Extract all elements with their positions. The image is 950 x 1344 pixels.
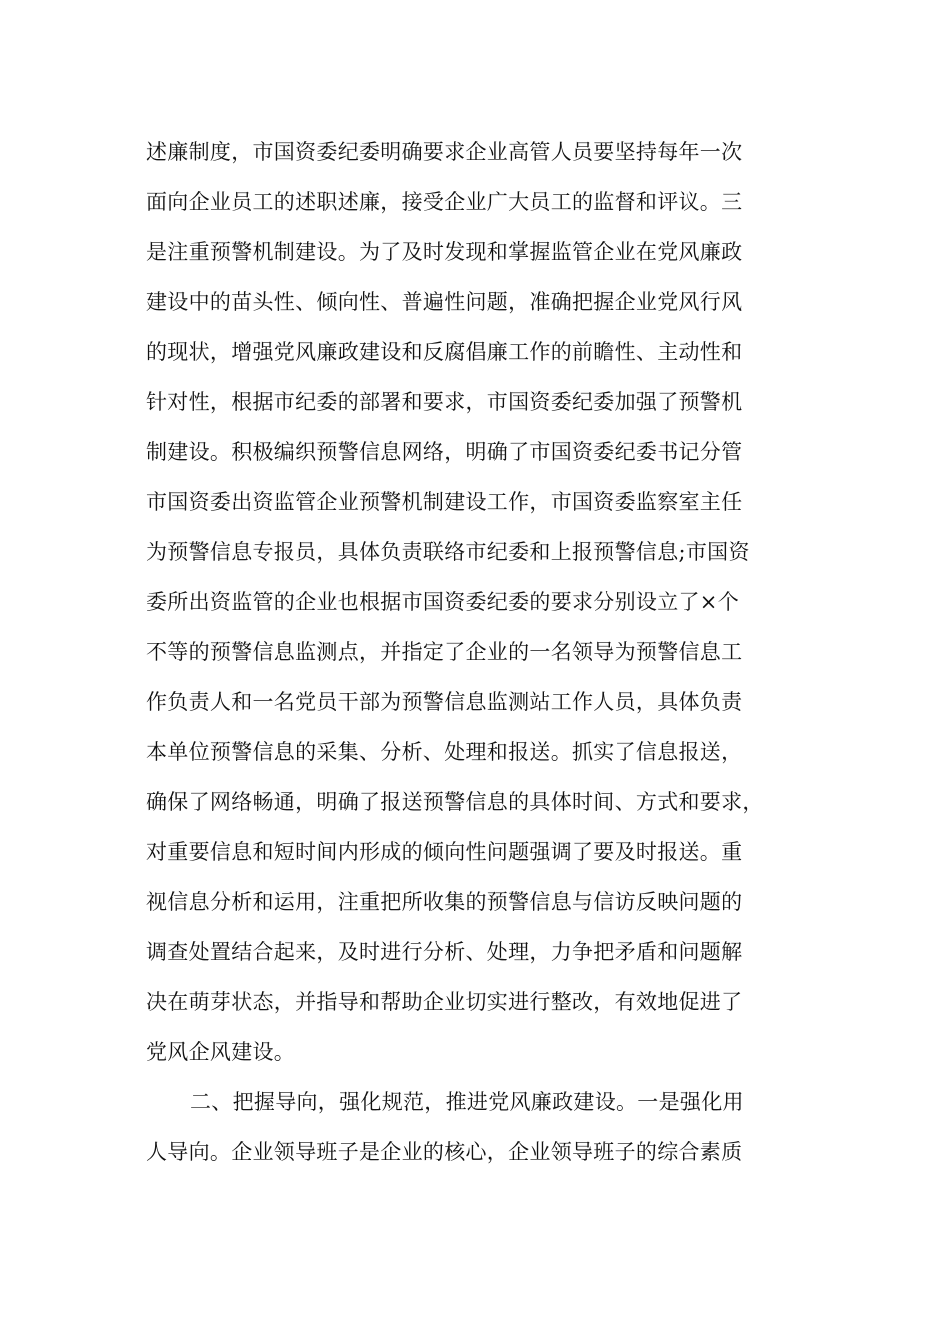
text-line: 本单位预警信息的采集、分析、处理和报送。抓实了信息报送， <box>146 740 743 764</box>
text-line: 调查处置结合起来，及时进行分析、处理，力争把矛盾和问题解 <box>146 940 743 964</box>
text-line: 确保了网络畅通，明确了报送预警信息的具体时间、方式和要求， <box>146 790 764 814</box>
text-line: 为预警信息专报员，具体负责联络市纪委和上报预警信息;市国资 <box>146 540 750 564</box>
paragraph-first-line: 二、把握导向，强化规范，推进党风廉政建设。一是强化用 <box>190 1090 744 1114</box>
text-line: 述廉制度，市国资委纪委明确要求企业高管人员要坚持每年一次 <box>146 140 743 164</box>
text-line: 党风企风建设。 <box>146 1040 296 1064</box>
text-line: 是注重预警机制建设。为了及时发现和掌握监管企业在党风廉政 <box>146 240 743 264</box>
text-line: 针对性，根据市纪委的部署和要求，市国资委纪委加强了预警机 <box>146 390 743 414</box>
text-line: 委所出资监管的企业也根据市国资委纪委的要求分别设立了×个 <box>146 590 739 614</box>
text-line: 的现状，增强党风廉政建设和反腐倡廉工作的前瞻性、主动性和 <box>146 340 743 364</box>
text-line: 不等的预警信息监测点，并指定了企业的一名领导为预警信息工 <box>146 640 743 664</box>
text-line: 决在萌芽状态，并指导和帮助企业切实进行整改，有效地促进了 <box>146 990 743 1014</box>
text-line: 市国资委出资监管企业预警机制建设工作，市国资委监察室主任 <box>146 490 743 514</box>
text-line: 面向企业员工的述职述廉，接受企业广大员工的监督和评议。三 <box>146 190 743 214</box>
text-line: 制建设。积极编织预警信息网络，明确了市国资委纪委书记分管 <box>146 440 743 464</box>
text-line: 建设中的苗头性、倾向性、普遍性问题，准确把握企业党风行风 <box>146 290 743 314</box>
text-line: 视信息分析和运用，注重把所收集的预警信息与信访反映问题的 <box>146 890 743 914</box>
text-line: 作负责人和一名党员干部为预警信息监测站工作人员，具体负责 <box>146 690 743 714</box>
text-line: 人导向。企业领导班子是企业的核心，企业领导班子的综合素质 <box>146 1140 743 1164</box>
text-line: 对重要信息和短时间内形成的倾向性问题强调了要及时报送。重 <box>146 840 743 864</box>
